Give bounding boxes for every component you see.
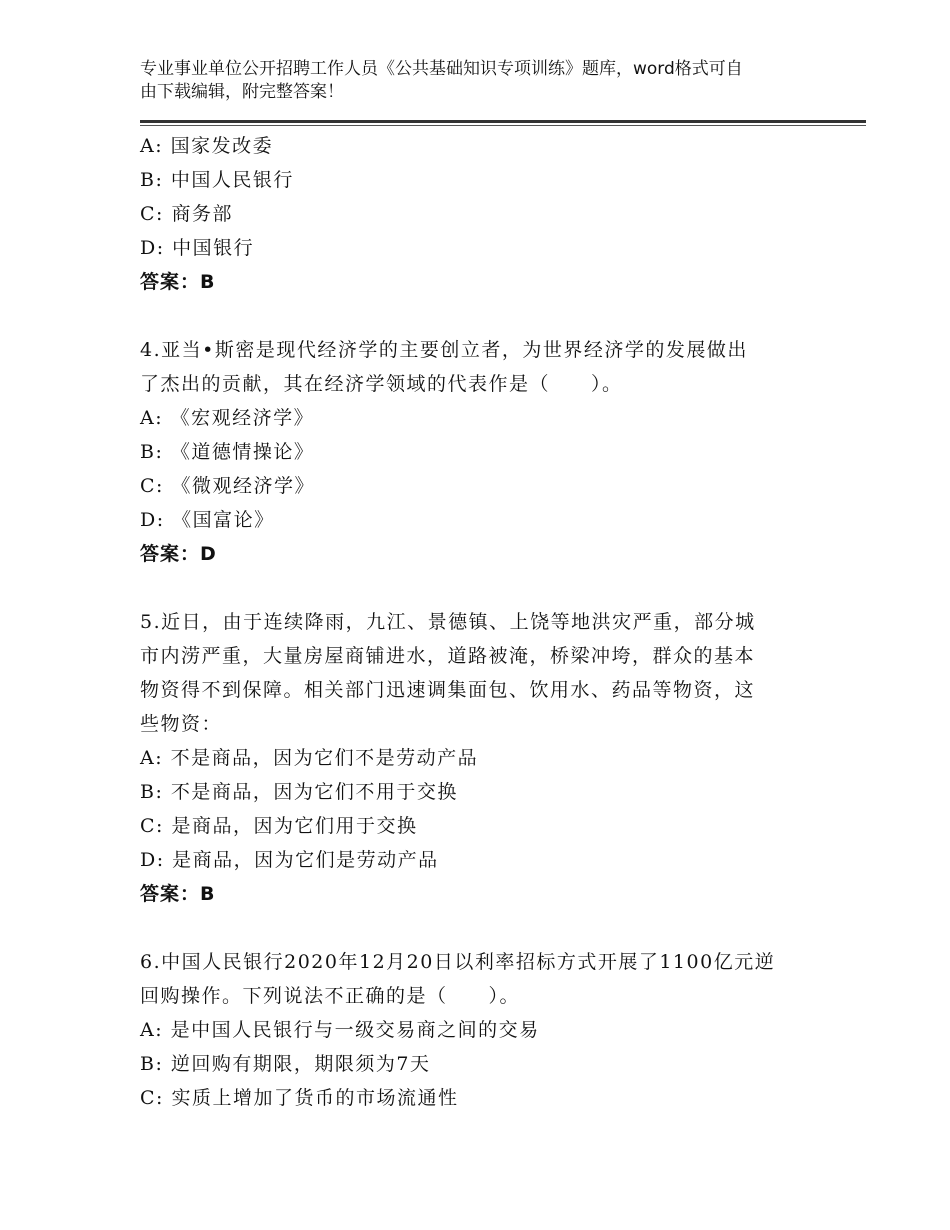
question-stem-line: 6.中国人民银行2020年12月20日以利率招标方式开展了1100亿元逆 (140, 951, 776, 973)
option-b: B: 逆回购有期限，期限须为7天 (140, 1053, 431, 1075)
question-stem-line: 5.近日，由于连续降雨，九江、景德镇、上饶等地洪灾严重，部分城 (140, 611, 756, 633)
question-stem-line: 4.亚当•斯密是现代经济学的主要创立者，为世界经济学的发展做出 (140, 339, 748, 361)
option-a: A: 《宏观经济学》 (140, 407, 315, 429)
spacer (140, 299, 820, 333)
question-stem-line: 物资得不到保障。相关部门迅速调集面包、饮用水、药品等物资，这 (140, 679, 756, 701)
answer: 答案：D (140, 543, 217, 565)
question-stem-line: 回购操作。下列说法不正确的是（ ）。 (140, 985, 521, 1007)
option-c: C: 是商品，因为它们用于交换 (140, 815, 418, 837)
spacer (140, 571, 820, 605)
question-stem-line: 些物资： (140, 713, 223, 735)
option-b: B: 《道德情操论》 (140, 441, 315, 463)
question-5 (140, 605, 820, 911)
option-b: B: 不是商品，因为它们不用于交换 (140, 781, 458, 803)
option-a: A: 不是商品，因为它们不是劳动产品 (140, 747, 479, 769)
option-d: D: 中国银行 (140, 237, 255, 259)
spacer (140, 911, 820, 945)
answer: 答案：B (140, 271, 216, 293)
question-3 (140, 129, 820, 299)
option-c: C: 实质上增加了货币的市场流通性 (140, 1087, 459, 1109)
question-stem-line: 市内涝严重，大量房屋商铺进水，道路被淹，桥梁冲垮，群众的基本 (140, 645, 756, 667)
header-rule-thick (140, 120, 866, 123)
option-d: D: 《国富论》 (140, 509, 275, 531)
option-c: C: 《微观经济学》 (140, 475, 315, 497)
option-a: A: 国家发改委 (140, 135, 274, 157)
question-content (140, 129, 820, 1115)
question-6 (140, 945, 820, 1115)
option-a: A: 是中国人民银行与一级交易商之间的交易 (140, 1019, 540, 1041)
option-b: B: 中国人民银行 (140, 169, 294, 191)
header-rule-thin (140, 125, 866, 126)
header-line-2: 由下载编辑，附完整答案！ (140, 82, 344, 102)
option-c: C: 商务部 (140, 203, 233, 225)
question-4 (140, 333, 820, 571)
page-header (140, 58, 820, 104)
question-stem-line: 了杰出的贡献，其在经济学领域的代表作是（ ）。 (140, 373, 623, 395)
header-line-1: 专业事业单位公开招聘工作人员《公共基础知识专项训练》题库，word格式可自 (140, 59, 743, 79)
answer: 答案：B (140, 883, 216, 905)
option-d: D: 是商品，因为它们是劳动产品 (140, 849, 439, 871)
